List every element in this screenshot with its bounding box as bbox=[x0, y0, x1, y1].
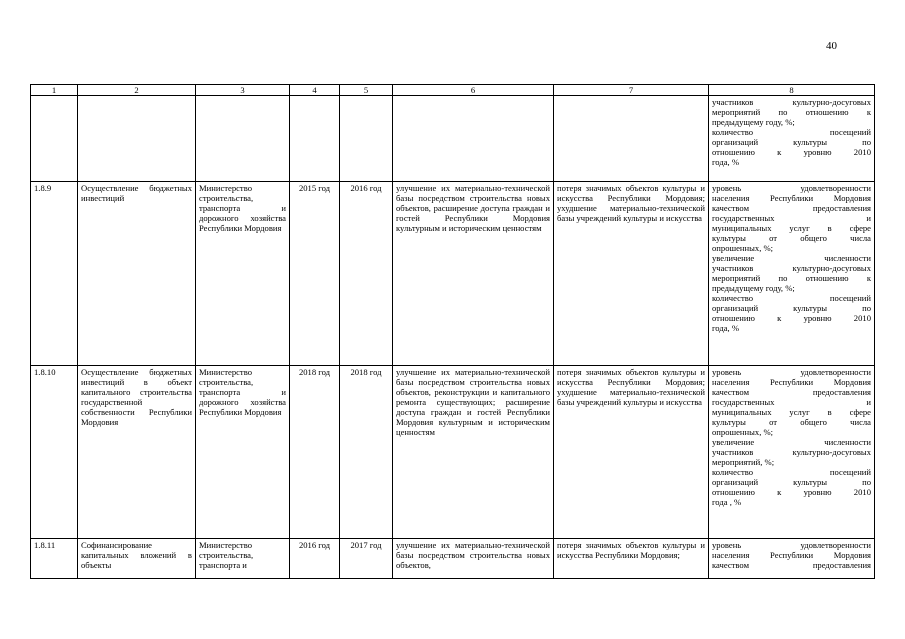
indicator-line: отношению к уровню 2010 bbox=[712, 487, 871, 497]
measure-name: Осуществление бюджетных инвестиций в объект капитального строительства государственной собственности Республики Мордовия bbox=[78, 366, 196, 539]
measure-name: Осуществление бюджетных инвестиций bbox=[78, 182, 196, 366]
measure-number: 1.8.11 bbox=[31, 539, 78, 579]
measure-name bbox=[78, 96, 196, 182]
end-year bbox=[340, 96, 393, 182]
indicator-line: года , % bbox=[712, 497, 742, 507]
indicator-line: качеством предоставления bbox=[712, 560, 871, 570]
target-indicators bbox=[709, 96, 875, 182]
end-year: 2017 год bbox=[340, 539, 393, 579]
indicator-line: года, % bbox=[712, 323, 740, 333]
column-header: 5 bbox=[340, 85, 393, 96]
measure-number bbox=[31, 96, 78, 182]
indicator-line: качеством предоставления bbox=[712, 387, 871, 397]
expected-result: улучшение их материально-технической базы посредством строительства новых объектов, расширение доступа граждан и гостей Республики Мордовия культурным и историческим ценностям bbox=[393, 182, 554, 366]
indicator-line: государственных и bbox=[712, 397, 871, 407]
measure-number: 1.8.10 bbox=[31, 366, 78, 539]
target-indicators bbox=[709, 539, 875, 579]
measure-executor: Министерство строительства, транспорта и bbox=[196, 539, 290, 579]
start-year bbox=[290, 96, 340, 182]
measure-executor: Министерство строительства, транспорта и дорожного хозяйства Республики Мордовия bbox=[196, 366, 290, 539]
column-header: 2 bbox=[78, 85, 196, 96]
indicator-line: организаций культуры по bbox=[712, 137, 871, 147]
indicator-line: опрошенных, %; bbox=[712, 243, 774, 253]
indicator-line: мероприятий, %; bbox=[712, 457, 775, 467]
table-row bbox=[31, 366, 875, 539]
target-indicators bbox=[709, 366, 875, 539]
column-header: 1 bbox=[31, 85, 78, 96]
column-header: 4 bbox=[290, 85, 340, 96]
indicator-line: качеством предоставления bbox=[712, 203, 871, 213]
target-indicators bbox=[709, 182, 875, 366]
indicator-line: отношению к уровню 2010 bbox=[712, 313, 871, 323]
table-row bbox=[31, 96, 875, 182]
end-year: 2016 год bbox=[340, 182, 393, 366]
indicator-line: уровень удовлетворенности bbox=[712, 540, 871, 550]
indicator-line: населения Республики Мордовия bbox=[712, 550, 871, 560]
table-row bbox=[31, 182, 875, 366]
indicator-line: муниципальных услуг в сфере bbox=[712, 223, 871, 233]
non-implementation-consequences bbox=[554, 96, 709, 182]
measure-number: 1.8.9 bbox=[31, 182, 78, 366]
column-header: 6 bbox=[393, 85, 554, 96]
non-implementation-consequences: потеря значимых объектов культуры и искусства Республики Мордовия; ухудшение материально-технической базы учреждений культуры и искусства bbox=[554, 366, 709, 539]
indicator-line: участников культурно-досуговых bbox=[712, 97, 871, 107]
indicator-line: мероприятий по отношению к bbox=[712, 273, 871, 283]
indicator-line: количество посещений bbox=[712, 293, 871, 303]
indicator-line: увеличение численности bbox=[712, 437, 871, 447]
column-header: 7 bbox=[554, 85, 709, 96]
indicator-line: государственных и bbox=[712, 213, 871, 223]
page-number: 40 bbox=[826, 40, 837, 52]
expected-result bbox=[393, 96, 554, 182]
indicator-line: участников культурно-досуговых bbox=[712, 263, 871, 273]
program-measures-table bbox=[30, 84, 875, 579]
indicator-line: организаций культуры по bbox=[712, 303, 871, 313]
indicator-line: населения Республики Мордовия bbox=[712, 193, 871, 203]
start-year: 2018 год bbox=[290, 366, 340, 539]
column-number-row bbox=[31, 85, 875, 96]
indicator-line: уровень удовлетворенности bbox=[712, 367, 871, 377]
measure-executor: Министерство строительства, транспорта и дорожного хозяйства Республики Мордовия bbox=[196, 182, 290, 366]
indicator-line: количество посещений bbox=[712, 127, 871, 137]
table-row bbox=[31, 539, 875, 579]
end-year: 2018 год bbox=[340, 366, 393, 539]
indicator-line: года, % bbox=[712, 157, 740, 167]
indicator-line: культуры от общего числа bbox=[712, 417, 871, 427]
indicator-line: опрошенных, %; bbox=[712, 427, 774, 437]
indicator-line: участников культурно-досуговых bbox=[712, 447, 871, 457]
indicator-line: количество посещений bbox=[712, 467, 871, 477]
indicator-line: организаций культуры по bbox=[712, 477, 871, 487]
non-implementation-consequences: потеря значимых объектов культуры и искусства Республики Мордовия; ухудшение материально-технической базы учреждений культуры и искусства bbox=[554, 182, 709, 366]
indicator-line: культуры от общего числа bbox=[712, 233, 871, 243]
indicator-line: населения Республики Мордовия bbox=[712, 377, 871, 387]
indicator-line: мероприятий по отношению к bbox=[712, 107, 871, 117]
start-year: 2016 год bbox=[290, 539, 340, 579]
expected-result: улучшение их материально-технической базы посредством строительства новых объектов, реконструкции и капитального ремонта существующих; расширение доступа граждан и гостей Республики Мордовия культурным и историческим ценностям bbox=[393, 366, 554, 539]
measure-executor bbox=[196, 96, 290, 182]
indicator-line: предыдущему году, %; bbox=[712, 117, 795, 127]
column-header: 3 bbox=[196, 85, 290, 96]
indicator-line: отношению к уровню 2010 bbox=[712, 147, 871, 157]
measure-name: Софинансирование капитальных вложений в объекты bbox=[78, 539, 196, 579]
indicator-line: уровень удовлетворенности bbox=[712, 183, 871, 193]
indicator-line: увеличение численности bbox=[712, 253, 871, 263]
indicator-line: предыдущему году, %; bbox=[712, 283, 795, 293]
indicator-line: муниципальных услуг в сфере bbox=[712, 407, 871, 417]
column-header: 8 bbox=[709, 85, 875, 96]
start-year: 2015 год bbox=[290, 182, 340, 366]
expected-result: улучшение их материально-технической базы посредством строительства новых объектов, bbox=[393, 539, 554, 579]
non-implementation-consequences: потеря значимых объектов культуры и искусства Республики Мордовия; bbox=[554, 539, 709, 579]
